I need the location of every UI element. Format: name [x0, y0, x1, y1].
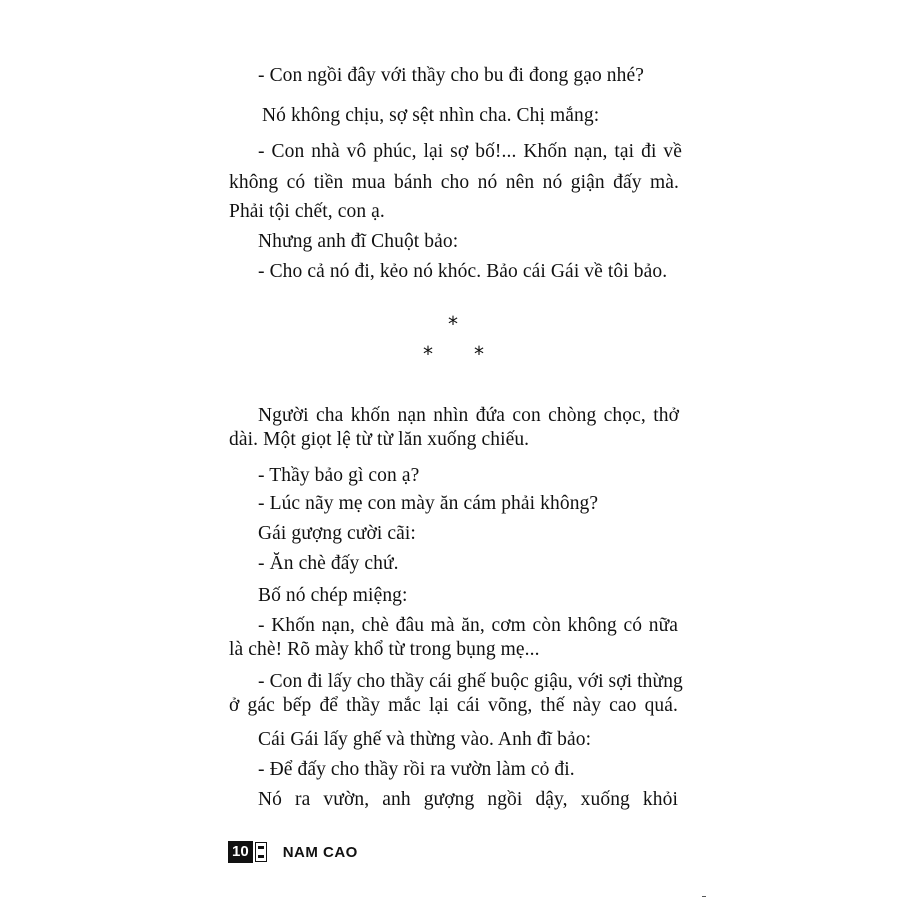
section-separator-star-top: *: [448, 312, 458, 336]
text-line-21: Nó ra vườn, anh gượng ngồi dậy, xuống khỏi: [258, 789, 678, 810]
text-line-10: - Thầy bảo gì con ạ?: [258, 465, 420, 486]
text-line-13: - Ăn chè đấy chứ.: [258, 553, 399, 574]
text-line-11: - Lúc nãy mẹ con mày ăn cám phải không?: [258, 493, 599, 514]
text-line-16: là chè! Rõ mày khổ từ trong bụng mẹ...: [229, 639, 540, 660]
text-line-20: - Để đấy cho thầy rồi ra vườn làm cỏ đi.: [258, 759, 575, 780]
section-separator-star-left: *: [423, 342, 433, 366]
text-line-2: Nó không chịu, sợ sệt nhìn cha. Chị mắng:: [262, 105, 600, 126]
scan-speck: [702, 896, 706, 897]
text-line-14: Bố nó chép miệng:: [258, 585, 408, 606]
section-separator-star-right: *: [474, 342, 484, 366]
text-line-1: - Con ngồi đây với thầy cho bu đi đong gạo nhé?: [258, 65, 644, 86]
page-ornament-icon: [255, 842, 267, 862]
text-line-19: Cái Gái lấy ghế và thừng vào. Anh đĩ bảo:: [258, 729, 592, 750]
text-line-15: - Khốn nạn, chè đâu mà ăn, cơm còn không có nữa: [258, 615, 678, 636]
text-line-18: ở gác bếp để thầy mắc lại cái võng, thế này cao quá.: [229, 695, 678, 716]
page-number: 10: [228, 841, 253, 863]
page-footer: [228, 840, 358, 864]
text-line-17: - Con đi lấy cho thầy cái ghế buộc giậu, với sợi thừng: [258, 671, 683, 692]
text-line-4: không có tiền mua bánh cho nó nên nó giận đấy mà.: [229, 172, 679, 193]
text-line-7: - Cho cả nó đi, kẻo nó khóc. Bảo cái Gái về tôi bảo.: [258, 261, 668, 282]
author-name: NAM CAO: [282, 843, 358, 861]
text-line-3: - Con nhà vô phúc, lại sợ bố!... Khốn nạn, tại đi về: [258, 141, 682, 162]
text-line-8: Người cha khốn nạn nhìn đứa con chòng chọc, thở: [258, 405, 679, 426]
text-line-5: Phải tội chết, con ạ.: [229, 201, 385, 222]
text-line-6: Nhưng anh đĩ Chuột bảo:: [258, 231, 459, 252]
text-line-12: Gái gượng cười cãi:: [258, 523, 416, 544]
text-line-9: dài. Một giọt lệ từ từ lăn xuống chiếu.: [229, 429, 530, 450]
